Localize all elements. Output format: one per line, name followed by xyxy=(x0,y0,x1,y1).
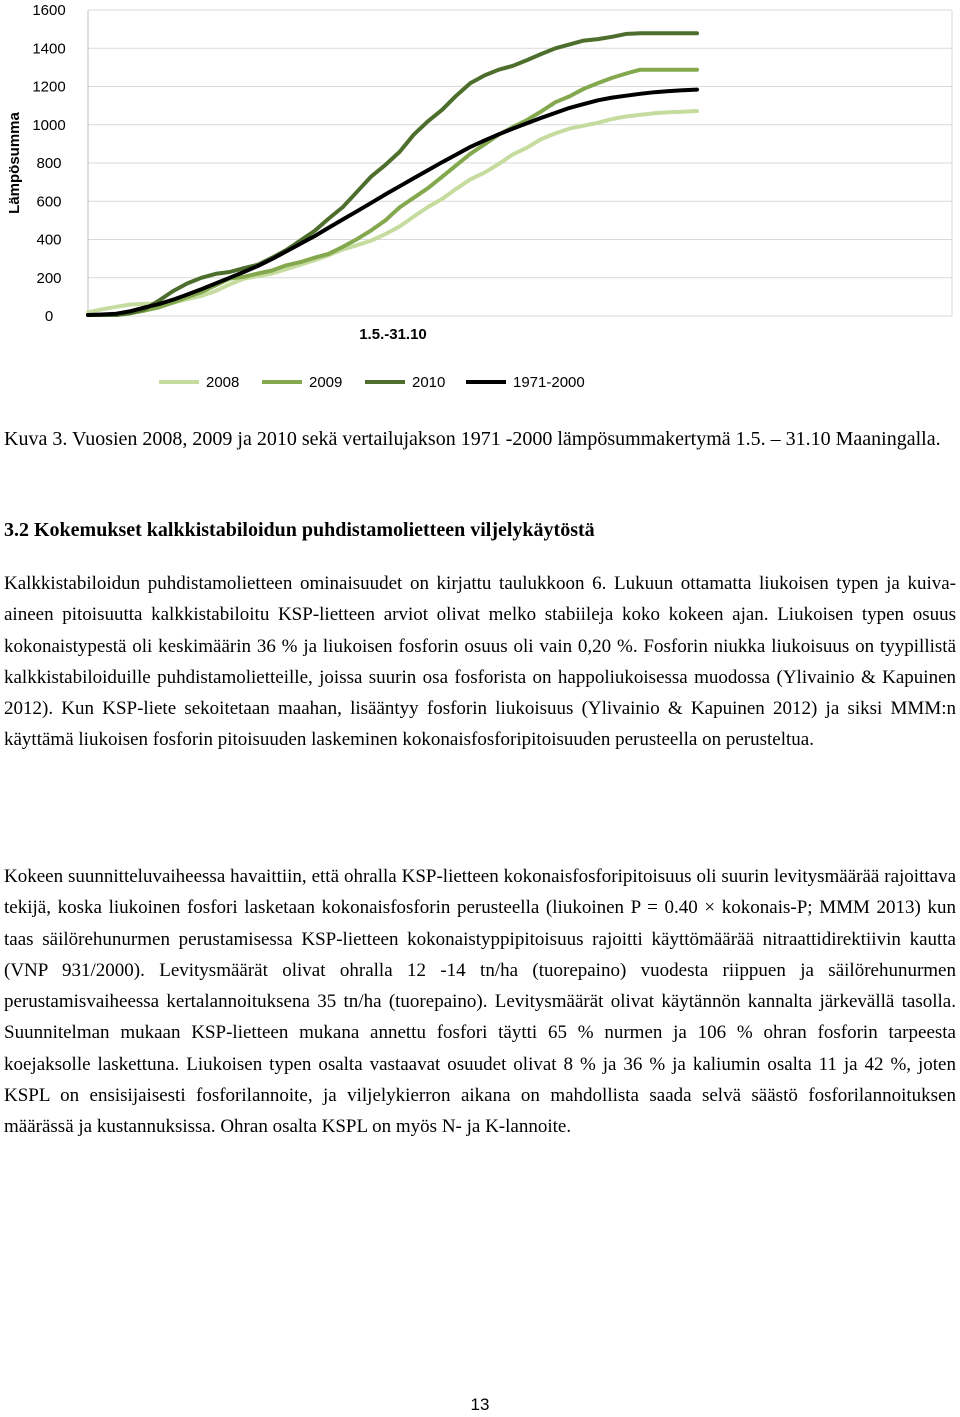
series-line-1971-2000 xyxy=(88,90,697,315)
legend-label-2010: 2010 xyxy=(412,374,446,391)
page-number: 13 xyxy=(470,1395,490,1414)
section-heading: 3.2 Kokemukset kalkkistabiloidun puhdistamolietteen viljelykäytöstä xyxy=(4,519,595,541)
heat-sum-chart xyxy=(0,0,960,405)
legend-label-2008: 2008 xyxy=(206,374,240,391)
gridlines xyxy=(88,10,952,316)
series-line-2010 xyxy=(88,33,697,315)
y-tick-labels xyxy=(32,2,65,325)
y-tick-label: 1000 xyxy=(32,116,66,134)
y-tick-label: 0 xyxy=(44,308,54,325)
y-tick-label: 800 xyxy=(36,155,62,172)
y-tick-label: 600 xyxy=(36,193,62,211)
y-tick-label: 1200 xyxy=(32,78,66,96)
y-tick-label: 1400 xyxy=(32,40,66,58)
x-axis-label: 1.5.-31.10 xyxy=(359,326,427,343)
y-tick-label: 200 xyxy=(36,269,62,287)
paragraph-2: Kokeen suunnitteluvaiheessa havaittiin, että ohralla KSP-lietteen kokonaisfosforipitoisuus oli suurin levitysmäärää rajoittava tekijä, koska liukoinen fosfori lasketaan kokonaisfosforin perusteella (liukoinen P = 0.40 × kokonais-P; MMM 2013) kun taas säilörehunurmen perustamisessa KSP-lietteen kokonaistyppipitoisuus rajoitti käyttömäärää nitraattidirektiivin kautta (VNP 931/2000). Levitysmäärät olivat ohralla 12 -14 tn/ha (tuorepaino) vuodesta riippuen ja säilörehunurmen perustamisvaiheessa kertalannoituksena 35 tn/ha (tuorepaino). Levitysmäärät olivat käytännön kannalta järkevällä tasolla. Suunnitelman mukaan KSP-lietteen mukana annettu fosfori täytti 65 % nurmen ja 106 % ohran fosforin tarpeesta koejaksolle laskettuna. Liukoisen typen osalta vastaavat osuudet olivat 8 % ja 36 % ja kaliumin osalta 11 ja 42 %, joten KSPL on ensisijaisesti fosforilannoite, ja viljelykierron aikana on mahdollista saada selvä säästö fosforilannoituksen määrässä ja kustannuksissa. Ohran osalta KSPL on myös N- ja K-lannoite. xyxy=(4,866,956,1138)
legend-label-2009: 2009 xyxy=(309,374,343,391)
legend-label-1971-2000: 1971-2000 xyxy=(513,374,585,391)
y-tick-label: 400 xyxy=(36,231,62,249)
y-axis-label: Lämpösumma xyxy=(6,112,23,214)
paragraph-1: Kalkkistabiloidun puhdistamolietteen ominaisuudet on kirjattu taulukkoon 6. Lukuun ottamatta liukoisen typen ja kuiva-aineen pitoisuutta kalkkistabiloitu KSP-lietteen arviot olivat melko stabiileja koko kokeen ajan. Liukoisen typen osuus kokonaistypestä oli keskimäärin 36 % ja liukoisen fosforin osuus oli vain 0,20 %. Fosforin niukka liukoisuus on tyypillistä kalkkistabiloiduille puhdistamolietteille, joissa suurin osa fosforista on happoliukoisessa muodossa (Ylivainio & Kapuinen 2012). Kun KSP-liete sekoitetaan maahan, lisääntyy fosforin liukoisuus (Ylivainio & Kapuinen 2012) ja siksi MMM:n käyttämä liukoisen fosforin pitoisuuden laskeminen kokonaisfosforipitoisuuden perusteella on perusteltua. xyxy=(4,573,956,751)
series-lines xyxy=(88,33,697,315)
chart-legend xyxy=(159,374,585,391)
figure-caption: Kuva 3. Vuosien 2008, 2009 ja 2010 sekä vertailujakson 1971 -2000 lämpösummakertymä 1.5. – 31.10 Maaningalla. xyxy=(4,428,941,450)
y-tick-label: 1600 xyxy=(32,2,66,19)
